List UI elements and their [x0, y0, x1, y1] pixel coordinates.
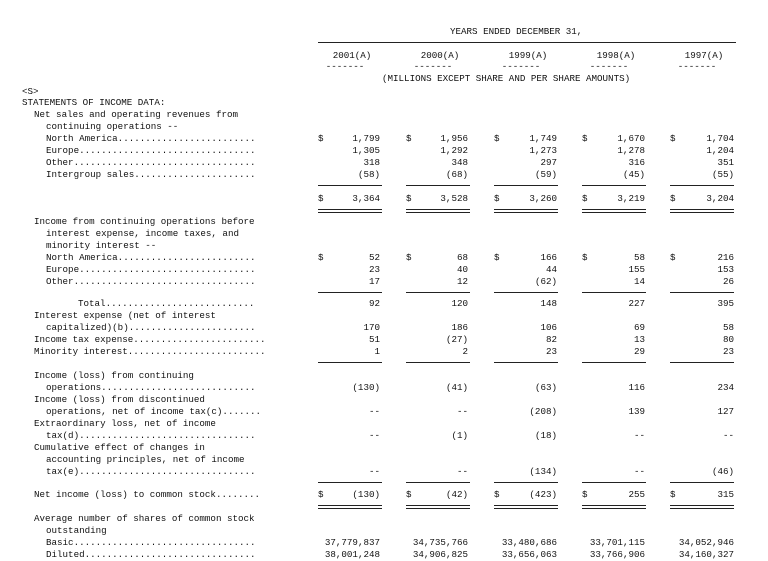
double-rule — [582, 505, 646, 509]
dollar-sign: $ — [670, 193, 676, 204]
statement-row — [0, 454, 768, 466]
statement-row — [0, 145, 768, 157]
row-label: North America......................... — [46, 252, 256, 263]
row-label: outstanding — [46, 525, 107, 536]
value-cell-2: 166 — [540, 252, 557, 263]
value-cell-4: (55) — [711, 169, 734, 180]
statement-row — [0, 169, 768, 181]
single-rule — [670, 362, 734, 363]
row-label: continuing operations -- — [46, 121, 179, 132]
value-cell-1: 34,735,766 — [412, 537, 468, 548]
value-cell-1: (1) — [451, 430, 468, 441]
dollar-sign: $ — [318, 489, 324, 500]
statement-row — [0, 537, 768, 549]
value-cell-0: 1 — [374, 346, 380, 357]
value-cell-3: 33,766,906 — [589, 549, 645, 560]
value-cell-2: (18) — [534, 430, 557, 441]
value-cell-1: 348 — [451, 157, 468, 168]
value-cell-0: -- — [368, 430, 380, 441]
year-underline-4: ------- — [677, 61, 717, 72]
value-cell-4: (46) — [711, 466, 734, 477]
dollar-sign: $ — [670, 489, 676, 500]
statement-row — [0, 525, 768, 537]
statement-row — [0, 418, 768, 430]
value-cell-4: 80 — [722, 334, 734, 345]
statement-row — [0, 513, 768, 525]
value-cell-4: 1,704 — [706, 133, 734, 144]
value-cell-4: 351 — [717, 157, 734, 168]
row-label: Europe................................ — [46, 145, 256, 156]
row-label: Basic................................. — [46, 537, 256, 548]
statement-row — [0, 489, 768, 501]
value-cell-3: 155 — [628, 264, 645, 275]
dollar-sign: $ — [582, 252, 588, 263]
header-top-rule — [318, 42, 736, 43]
row-label: Other................................. — [46, 157, 256, 168]
value-cell-1: -- — [456, 466, 468, 477]
value-cell-2: (63) — [534, 382, 557, 393]
statement-row — [0, 121, 768, 133]
value-cell-4: -- — [722, 430, 734, 441]
value-cell-1: 68 — [456, 252, 468, 263]
value-cell-1: 34,906,825 — [412, 549, 468, 560]
row-label: Total........................... — [78, 298, 255, 309]
statement-row — [0, 228, 768, 240]
statement-row — [0, 430, 768, 442]
value-cell-3: 1,278 — [617, 145, 645, 156]
value-cell-4: 153 — [717, 264, 734, 275]
dollar-sign: $ — [406, 193, 412, 204]
year-underline-2: ------- — [501, 61, 541, 72]
value-cell-2: (134) — [529, 466, 557, 477]
value-cell-0: 170 — [363, 322, 380, 333]
statement-row — [0, 264, 768, 276]
value-cell-3: 29 — [633, 346, 645, 357]
row-label: Net sales and operating revenues from — [34, 109, 238, 120]
value-cell-3: 139 — [628, 406, 645, 417]
statement-row — [0, 322, 768, 334]
dollar-sign: $ — [670, 252, 676, 263]
value-cell-0: (130) — [352, 489, 380, 500]
section-title: STATEMENTS OF INCOME DATA: — [22, 97, 166, 108]
row-label: Income (loss) from discontinued — [34, 394, 205, 405]
single-rule — [582, 362, 646, 363]
value-cell-2: (62) — [534, 276, 557, 287]
year-header-1: 2000(A) — [420, 50, 460, 61]
value-cell-0: 37,779,837 — [324, 537, 380, 548]
statement-row — [0, 442, 768, 454]
row-label: tax(e)................................ — [46, 466, 256, 477]
value-cell-0: -- — [368, 406, 380, 417]
value-cell-4: 3,204 — [706, 193, 734, 204]
statement-row — [0, 109, 768, 121]
value-cell-1: 186 — [451, 322, 468, 333]
statement-row — [0, 549, 768, 561]
value-cell-0: 17 — [368, 276, 380, 287]
dollar-sign: $ — [494, 133, 500, 144]
value-cell-4: 34,160,327 — [678, 549, 734, 560]
value-cell-3: 316 — [628, 157, 645, 168]
dollar-sign: $ — [582, 489, 588, 500]
period-title: YEARS ENDED DECEMBER 31, — [450, 26, 583, 37]
row-label: minority interest -- — [46, 240, 157, 251]
value-cell-1: (41) — [445, 382, 468, 393]
value-cell-0: 1,799 — [352, 133, 380, 144]
value-cell-1: 12 — [456, 276, 468, 287]
value-cell-4: 1,204 — [706, 145, 734, 156]
statement-row — [0, 252, 768, 264]
statement-row — [0, 370, 768, 382]
row-label: operations............................ — [46, 382, 256, 393]
row-label: Income from continuing operations before — [34, 216, 255, 227]
single-rule — [494, 362, 558, 363]
dollar-sign: $ — [582, 133, 588, 144]
single-rule — [670, 482, 734, 483]
value-cell-1: (42) — [445, 489, 468, 500]
value-cell-4: 34,052,946 — [678, 537, 734, 548]
single-rule — [406, 362, 470, 363]
double-rule — [318, 505, 382, 509]
value-cell-1: 3,528 — [440, 193, 468, 204]
row-label: Diluted............................... — [46, 549, 256, 560]
row-label: Income (loss) from continuing — [34, 370, 194, 381]
value-cell-0: 23 — [368, 264, 380, 275]
value-cell-0: 38,001,248 — [324, 549, 380, 560]
row-label: Intergroup sales...................... — [46, 169, 256, 180]
year-underline-0: ------- — [325, 61, 365, 72]
value-cell-4: 315 — [717, 489, 734, 500]
single-rule — [318, 292, 382, 293]
value-cell-2: 3,260 — [529, 193, 557, 204]
single-rule — [494, 292, 558, 293]
statement-row — [0, 240, 768, 252]
statement-row — [0, 157, 768, 169]
value-cell-1: 40 — [456, 264, 468, 275]
year-underline-1: ------- — [413, 61, 453, 72]
value-cell-3: 14 — [633, 276, 645, 287]
statement-row — [0, 382, 768, 394]
value-cell-4: 58 — [722, 322, 734, 333]
value-cell-2: 23 — [545, 346, 557, 357]
value-cell-3: 3,219 — [617, 193, 645, 204]
value-cell-4: 26 — [722, 276, 734, 287]
value-cell-3: 69 — [633, 322, 645, 333]
row-label: Extraordinary loss, net of income — [34, 418, 216, 429]
value-cell-3: -- — [633, 430, 645, 441]
year-underline-3: ------- — [589, 61, 629, 72]
year-header-2: 1999(A) — [508, 50, 548, 61]
statement-row — [0, 276, 768, 288]
value-cell-3: -- — [633, 466, 645, 477]
value-cell-4: 216 — [717, 252, 734, 263]
single-rule — [318, 362, 382, 363]
row-label: interest expense, income taxes, and — [46, 228, 239, 239]
single-rule — [670, 185, 734, 186]
single-rule — [670, 292, 734, 293]
value-cell-2: 33,480,686 — [501, 537, 557, 548]
value-cell-0: 51 — [368, 334, 380, 345]
single-rule — [318, 482, 382, 483]
dollar-sign: $ — [406, 252, 412, 263]
single-rule — [494, 185, 558, 186]
row-label: North America......................... — [46, 133, 256, 144]
dollar-sign: $ — [406, 133, 412, 144]
value-cell-0: 3,364 — [352, 193, 380, 204]
row-label: Cumulative effect of changes in — [34, 442, 205, 453]
row-label: Other................................. — [46, 276, 256, 287]
value-cell-0: 318 — [363, 157, 380, 168]
value-cell-2: 33,656,063 — [501, 549, 557, 560]
double-rule — [406, 505, 470, 509]
statement-row — [0, 406, 768, 418]
dollar-sign: $ — [494, 193, 500, 204]
statement-row — [0, 466, 768, 478]
row-label: accounting principles, net of income — [46, 454, 245, 465]
row-label: Average number of shares of common stock — [34, 513, 255, 524]
value-cell-3: 116 — [628, 382, 645, 393]
value-cell-2: 148 — [540, 298, 557, 309]
statement-row — [0, 193, 768, 205]
statement-row — [0, 310, 768, 322]
single-rule — [582, 185, 646, 186]
single-rule — [406, 482, 470, 483]
dollar-sign: $ — [406, 489, 412, 500]
dollar-sign: $ — [318, 193, 324, 204]
single-rule — [406, 292, 470, 293]
year-header-3: 1998(A) — [596, 50, 636, 61]
row-label: Minority interest......................... — [34, 346, 266, 357]
value-cell-0: 92 — [368, 298, 380, 309]
dollar-sign: $ — [318, 133, 324, 144]
double-rule — [582, 209, 646, 213]
value-cell-0: 1,305 — [352, 145, 380, 156]
single-rule — [582, 292, 646, 293]
row-label: Net income (loss) to common stock........ — [34, 489, 261, 500]
value-cell-4: 23 — [722, 346, 734, 357]
single-rule — [406, 185, 470, 186]
single-rule — [318, 185, 382, 186]
value-cell-1: 1,956 — [440, 133, 468, 144]
dollar-sign: $ — [494, 489, 500, 500]
value-cell-3: 1,670 — [617, 133, 645, 144]
double-rule — [670, 505, 734, 509]
value-cell-0: -- — [368, 466, 380, 477]
double-rule — [670, 209, 734, 213]
value-cell-1: (27) — [445, 334, 468, 345]
dollar-sign: $ — [494, 252, 500, 263]
value-cell-4: 234 — [717, 382, 734, 393]
value-cell-0: (130) — [352, 382, 380, 393]
row-label: Europe................................ — [46, 264, 256, 275]
value-cell-0: (58) — [357, 169, 380, 180]
year-header-4: 1997(A) — [684, 50, 724, 61]
dollar-sign: $ — [318, 252, 324, 263]
statement-row — [0, 133, 768, 145]
value-cell-3: 33,701,115 — [589, 537, 645, 548]
value-cell-2: 82 — [545, 334, 557, 345]
value-cell-2: 1,273 — [529, 145, 557, 156]
single-rule — [494, 482, 558, 483]
value-cell-2: 44 — [545, 264, 557, 275]
double-rule — [494, 505, 558, 509]
value-cell-1: 120 — [451, 298, 468, 309]
row-label: Interest expense (net of interest — [34, 310, 216, 321]
value-cell-2: (208) — [529, 406, 557, 417]
double-rule — [494, 209, 558, 213]
value-cell-2: 1,749 — [529, 133, 557, 144]
value-cell-1: -- — [456, 406, 468, 417]
value-cell-1: 1,292 — [440, 145, 468, 156]
year-header-0: 2001(A) — [332, 50, 372, 61]
double-rule — [406, 209, 470, 213]
value-cell-1: (68) — [445, 169, 468, 180]
statement-row — [0, 346, 768, 358]
value-cell-2: (59) — [534, 169, 557, 180]
value-cell-4: 395 — [717, 298, 734, 309]
value-cell-3: 255 — [628, 489, 645, 500]
value-cell-3: 13 — [633, 334, 645, 345]
row-label: Income tax expense........................ — [34, 334, 266, 345]
value-cell-2: (423) — [529, 489, 557, 500]
double-rule — [318, 209, 382, 213]
value-cell-3: 58 — [633, 252, 645, 263]
row-label: tax(d)................................ — [46, 430, 256, 441]
single-rule — [582, 482, 646, 483]
value-cell-2: 297 — [540, 157, 557, 168]
statement-row — [0, 334, 768, 346]
sgml-tag: <S> — [22, 86, 39, 97]
statement-row — [0, 298, 768, 310]
row-label: capitalized)(b)....................... — [46, 322, 256, 333]
dollar-sign: $ — [582, 193, 588, 204]
statement-row — [0, 394, 768, 406]
value-cell-0: 52 — [368, 252, 380, 263]
dollar-sign: $ — [670, 133, 676, 144]
value-cell-1: 2 — [462, 346, 468, 357]
value-cell-3: 227 — [628, 298, 645, 309]
value-cell-3: (45) — [622, 169, 645, 180]
value-cell-4: 127 — [717, 406, 734, 417]
row-label: operations, net of income tax(c)....... — [46, 406, 262, 417]
statement-row — [0, 216, 768, 228]
value-cell-2: 106 — [540, 322, 557, 333]
units-note: (MILLIONS EXCEPT SHARE AND PER SHARE AMOUNTS) — [382, 73, 631, 84]
